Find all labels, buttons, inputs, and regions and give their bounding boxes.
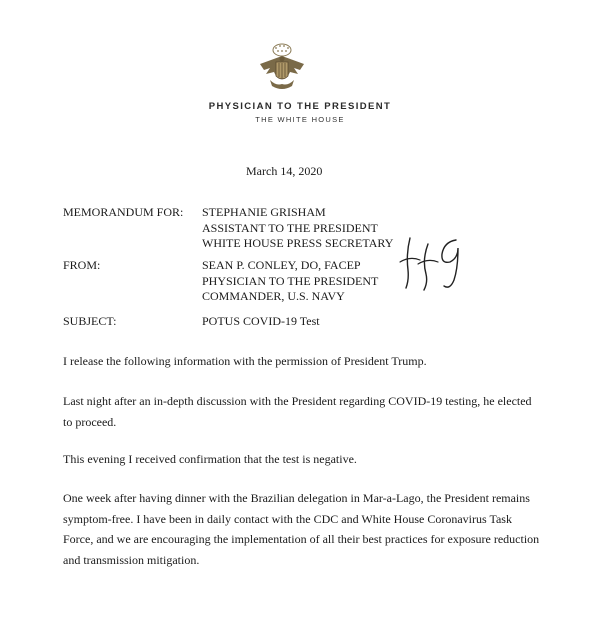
memo-from-label: FROM:: [63, 258, 101, 272]
body-paragraph: This evening I received confirmation that the test is negative.: [63, 452, 357, 466]
memo-for-label: MEMORANDUM FOR:: [63, 205, 184, 219]
presidential-seal-icon: [256, 40, 308, 94]
handwritten-signature-icon: [398, 234, 470, 294]
memo-from-line: PHYSICIAN TO THE PRESIDENT: [202, 273, 379, 288]
letterhead-organization: THE WHITE HOUSE: [255, 115, 345, 124]
letterhead-office: PHYSICIAN TO THE PRESIDENT: [208, 101, 392, 112]
memo-for-recipient: [202, 205, 393, 252]
memo-subject: POTUS COVID-19 Test: [202, 314, 320, 328]
body-paragraph: One week after having dinner with the Brazilian delegation in Mar-a-Lago, the President remains symptom-free. I have been in daily contact with the CDC and White House Coronavirus Task Force, and we are encouraging the implementation of all their best practices for exposure reduction and transmission mitigation.: [63, 491, 540, 567]
memo-for-line: STEPHANIE GRISHAM: [202, 205, 326, 219]
memo-subject-label: SUBJECT:: [63, 314, 117, 328]
body-paragraph: Last night after an in-depth discussion with the President regarding COVID-19 testing, he elected to proceed.: [63, 394, 532, 429]
memo-from-line: SEAN P. CONLEY, DO, FACEP: [202, 258, 361, 272]
memo-for-line: ASSISTANT TO THE PRESIDENT: [202, 220, 378, 235]
memo-for-line: WHITE HOUSE PRESS SECRETARY: [202, 236, 394, 250]
memo-from-line: COMMANDER, U.S. NAVY: [202, 289, 345, 303]
memo-from-sender: [202, 258, 378, 305]
memo-date: March 14, 2020: [246, 164, 323, 178]
body-paragraph: I release the following information with the permission of President Trump.: [63, 354, 427, 368]
